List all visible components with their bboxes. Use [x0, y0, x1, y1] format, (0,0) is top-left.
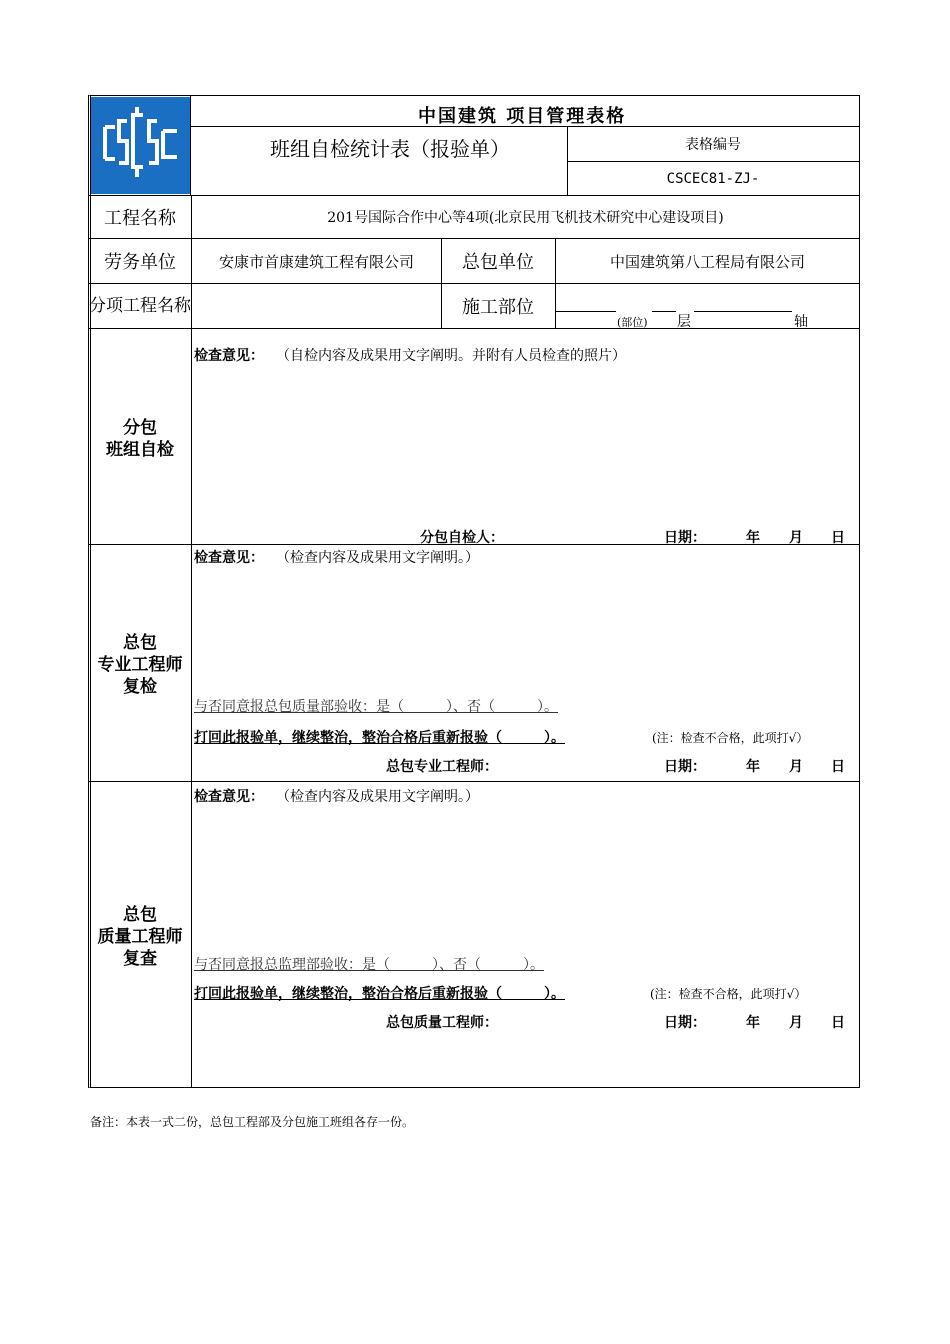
cscec-logo-icon — [91, 97, 190, 194]
form-no-label: 表格编号 — [685, 137, 741, 153]
sec3-reject-text[interactable]: 打回此报验单，继续整治，整治合格后重新报验（ ）。 — [194, 986, 565, 1002]
form-no-value: CSCEC81-ZJ- — [666, 170, 760, 187]
labor-unit-label: 劳务单位 — [104, 252, 176, 273]
sec2-label-line2: 专业工程师 — [97, 655, 183, 675]
sec1-label-line2: 班组自检 — [106, 440, 174, 460]
sec3-label-line1: 总包 — [123, 905, 157, 925]
sec3-month: 月 — [789, 1015, 803, 1031]
project-name-label: 工程名称 — [104, 208, 176, 229]
sec2-agree-text[interactable]: 与否同意报总包质量部验收：是（ ）、否（ ）。 — [194, 699, 558, 715]
sec1-opinion-hint: （自检内容及成果用文字阐明。并附有人员检查的照片） — [276, 348, 626, 364]
axis-blank[interactable] — [694, 311, 792, 312]
sec2-signer-label: 总包专业工程师： — [386, 759, 498, 775]
sec1-opinion-label: 检查意见： — [194, 348, 264, 364]
sec2-label-line1: 总包 — [123, 633, 157, 653]
sec2-label — [89, 632, 191, 698]
general-contractor-value: 中国建筑第八工程局有限公司 — [609, 252, 805, 271]
sec1-label-line1: 分包 — [123, 418, 157, 438]
part-hint: (部位) — [617, 316, 648, 329]
sec1-year: 年 — [746, 530, 760, 546]
sec3-label-line2: 质量工程师 — [97, 927, 183, 947]
sec2-month: 月 — [789, 759, 803, 775]
sec3-signer-label: 总包质量工程师： — [386, 1015, 498, 1031]
sec2-day: 日 — [831, 759, 845, 775]
sec2-opinion-hint: （检查内容及成果用文字阐明。） — [276, 550, 479, 566]
sec3-day: 日 — [831, 1015, 845, 1031]
sec3-opinion-label: 检查意见： — [194, 789, 264, 805]
floor-blank[interactable] — [652, 311, 676, 312]
sec1-month: 月 — [789, 530, 803, 546]
sec3-agree-text[interactable]: 与否同意报总监理部验收：是（ ）、否（ ）。 — [194, 957, 544, 973]
construction-part-label: 施工部位 — [462, 297, 534, 318]
rule-label-col — [191, 195, 192, 1087]
subitem-label: 分项工程名称 — [89, 295, 191, 316]
sec2-label-line3: 复检 — [123, 677, 157, 697]
cscec-logo — [91, 97, 190, 194]
sec2-reject-text[interactable]: 打回此报验单，继续整治，整治合格后重新报验（ ）。 — [194, 730, 565, 746]
company-title: 中国建筑 项目管理表格 — [418, 106, 627, 127]
sec3-year: 年 — [746, 1015, 760, 1031]
sec2-year: 年 — [746, 759, 760, 775]
sec2-date-label: 日期： — [664, 759, 706, 775]
axis-label: 轴 — [794, 314, 808, 330]
form-title: 班组自检统计表（报验单） — [270, 137, 510, 161]
sec3-label-line3: 复查 — [123, 949, 157, 969]
floor-label: 层 — [677, 314, 691, 330]
sec2-reject-note: (注：检查不合格，此项打√） — [652, 731, 809, 745]
sec3-label — [89, 904, 191, 970]
footnote: 备注：本表一式二份，总包工程部及分包施工班组各存一份。 — [90, 1115, 415, 1129]
sec3-date-label: 日期： — [664, 1015, 706, 1031]
project-name-value: 201号国际合作中心等4项(北京民用飞机技术研究中心建设项目) — [327, 210, 724, 226]
sec2-opinion-label: 检查意见： — [194, 550, 264, 566]
sec1-label — [89, 417, 191, 461]
sec3-opinion-hint: （检查内容及成果用文字阐明。） — [276, 789, 479, 805]
general-contractor-label: 总包单位 — [462, 252, 534, 273]
rule-row3 — [89, 328, 859, 329]
part-blank[interactable] — [556, 311, 616, 312]
rule-logo-right — [190, 96, 191, 195]
sec1-signer-label: 分包自检人： — [420, 530, 504, 546]
rule-sec2 — [89, 781, 859, 782]
sec1-day: 日 — [831, 530, 845, 546]
sec3-reject-note: (注：检查不合格，此项打√） — [650, 987, 807, 1001]
sec1-date-label: 日期： — [664, 530, 706, 546]
labor-unit-value: 安康市首康建筑工程有限公司 — [218, 252, 414, 271]
